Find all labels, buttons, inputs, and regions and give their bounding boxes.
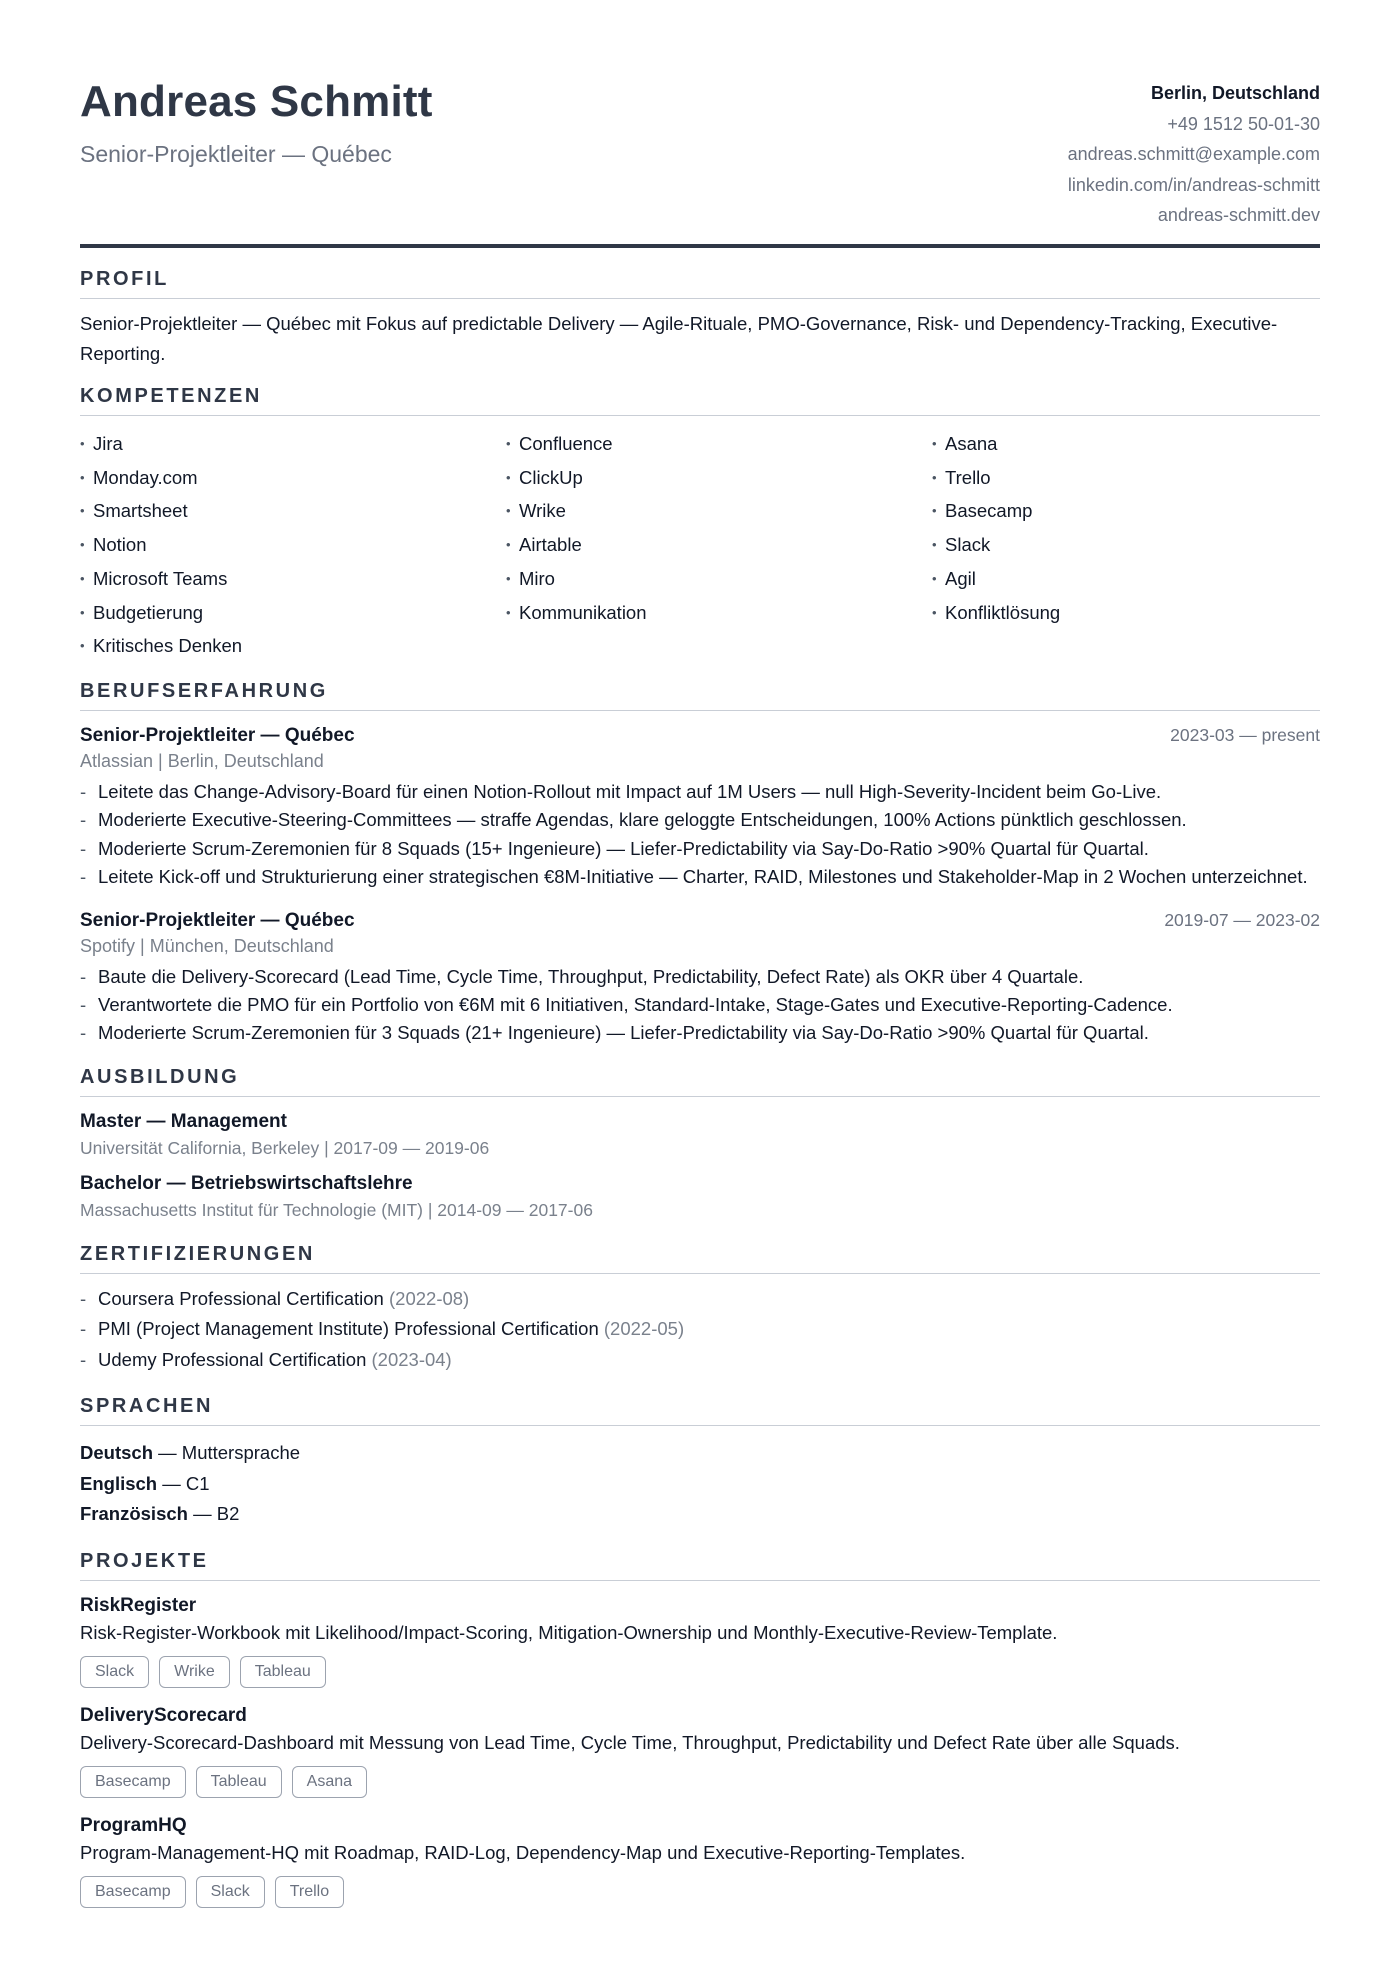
job-bullet: - Baute die Delivery-Scorecard (Lead Time, Cycle Time, Throughput, Predictability, Defect Rate) als OKR über 4 Quartale.: [80, 963, 1320, 991]
contact-block: [1068, 78, 1320, 231]
job-title: Senior-Projektleiter — Québec: [80, 724, 355, 746]
certification-name: Coursera Professional Certification: [98, 1287, 384, 1309]
job-bullet: - Leitete Kick-off und Strukturierung einer strategischen €8M-Initiative — Charter, RAID, Milestones und Stakeholder-Map in 2 Wochen unterzeichnet.: [80, 863, 1320, 891]
skill-item: • Miro: [506, 562, 932, 596]
certification-name: Udemy Professional Certification: [98, 1348, 367, 1370]
skill-item: • Asana: [932, 427, 1232, 461]
language-name: Englisch: [80, 1472, 158, 1494]
job-company: Atlassian | Berlin, Deutschland: [80, 750, 324, 771]
job-entry: [80, 723, 1320, 892]
contact-linkedin[interactable]: linkedin.com/in/andreas-schmitt: [1067, 174, 1320, 195]
education-meta: Universität California, Berkeley | 2017-09 — 2019-06: [80, 1137, 490, 1158]
project-name: DeliveryScorecard: [80, 1704, 247, 1726]
tech-tag: Asana: [292, 1766, 367, 1798]
tech-tag: Tableau: [240, 1656, 326, 1688]
certification-date: (2022-08): [389, 1287, 470, 1309]
education-meta: Massachusetts Institut für Technologie (MIT) | 2014-09 — 2017-06: [80, 1199, 593, 1220]
tech-tag: Slack: [196, 1876, 265, 1908]
project-tags: [80, 1656, 1320, 1688]
skill-item: • Basecamp: [932, 494, 1232, 528]
skills-grid: [80, 427, 1320, 663]
language-level: — B2: [187, 1503, 240, 1525]
tech-tag: Basecamp: [80, 1876, 186, 1908]
candidate-subtitle: Senior-Projektleiter — Québec: [80, 141, 392, 167]
certification-item: [80, 1314, 1320, 1345]
project-name: ProgramHQ: [80, 1814, 187, 1836]
project-description: Delivery-Scorecard-Dashboard mit Messung von Lead Time, Cycle Time, Throughput, Predictability und Defect Rate über alle Squads.: [80, 1731, 1180, 1753]
job-header: [80, 723, 1320, 749]
job-bullets: [80, 963, 1320, 1048]
job-bullet: - Moderierte Scrum-Zeremonien für 8 Squads (15+ Ingenieure) — Liefer-Predictability via Say-Do-Ratio >90% Quartal für Quartal.: [80, 835, 1320, 863]
skill-item: • Microsoft Teams: [80, 562, 506, 596]
project-tags: [80, 1876, 1320, 1908]
education-section: [80, 1064, 1320, 1223]
project-name: RiskRegister: [80, 1594, 197, 1616]
skill-item: • Agil: [932, 562, 1232, 596]
skill-item: • Budgetierung: [80, 596, 506, 630]
resume-header: [80, 78, 1320, 248]
experience-section: [80, 678, 1320, 1048]
certification-item: [80, 1345, 1320, 1376]
language-item: [80, 1469, 1320, 1500]
project-description: Program-Management-HQ mit Roadmap, RAID-Log, Dependency-Map und Executive-Reporting-Templates.: [80, 1841, 966, 1863]
job-header: [80, 908, 1320, 934]
skill-item: • Kritisches Denken: [80, 629, 506, 663]
language-level: — C1: [157, 1472, 210, 1494]
project-description: Risk-Register-Workbook mit Likelihood/Impact-Scoring, Mitigation-Ownership und Monthly-Executive-Review-Template.: [80, 1621, 1058, 1643]
profile-section: [80, 266, 1320, 369]
section-title-experience: BERUFSERFAHRUNG: [80, 678, 1320, 711]
education-entry: [80, 1109, 1320, 1161]
projects-section: [80, 1548, 1320, 1908]
languages-section: [80, 1393, 1320, 1530]
certification-date: (2022-05): [603, 1318, 685, 1340]
section-title-profile: PROFIL: [80, 266, 1320, 299]
section-title-projects: PROJEKTE: [80, 1548, 1320, 1581]
job-bullet: - Verantwortete die PMO für ein Portfolio von €6M mit 6 Initiativen, Standard-Intake, Stage-Gates und Executive-Reporting-Cadence.: [80, 991, 1320, 1019]
skill-item: • Smartsheet: [80, 494, 506, 528]
job-dates: 2019-07 — 2023-02: [1164, 909, 1320, 930]
skills-section: [80, 383, 1320, 663]
tech-tag: Slack: [80, 1656, 149, 1688]
identity-block: [80, 78, 433, 168]
language-level: — Muttersprache: [153, 1442, 301, 1464]
language-item: [80, 1438, 1320, 1469]
job-entry: [80, 908, 1320, 1048]
language-list: [80, 1438, 1320, 1530]
section-title-education: AUSBILDUNG: [80, 1064, 1320, 1097]
job-bullet: - Moderierte Scrum-Zeremonien für 3 Squads (21+ Ingenieure) — Liefer-Predictability via Say-Do-Ratio >90% Quartal für Quartal.: [80, 1019, 1320, 1047]
education-entry: [80, 1171, 1320, 1223]
skill-item: • Confluence: [506, 427, 932, 461]
job-bullet: - Moderierte Executive-Steering-Committees — straffe Agendas, klare geloggte Entscheidungen, 100% Actions pünktlich geschlossen.: [80, 806, 1320, 834]
candidate-name: Andreas Schmitt: [80, 77, 433, 126]
job-company: Spotify | München, Deutschland: [80, 935, 334, 956]
skill-item: • Airtable: [506, 528, 932, 562]
contact-email[interactable]: andreas.schmitt@example.com: [1067, 144, 1320, 164]
skill-item: • Kommunikation: [506, 596, 932, 630]
contact-location: Berlin, Deutschland: [1150, 83, 1320, 103]
profile-text: Senior-Projektleiter — Québec mit Fokus auf predictable Delivery — Agile-Rituale, PMO-Governance, Risk- und Dependency-Tracking, Executive-Reporting.: [80, 313, 1278, 364]
tech-tag: Tableau: [196, 1766, 282, 1798]
skill-item: • Monday.com: [80, 461, 506, 495]
certifications-section: [80, 1241, 1320, 1376]
tech-tag: Wrike: [159, 1656, 230, 1688]
project-tags: [80, 1766, 1320, 1798]
certification-date: (2023-04): [371, 1348, 452, 1370]
job-title: Senior-Projektleiter — Québec: [80, 909, 355, 931]
skill-item: • Wrike: [506, 494, 932, 528]
education-degree: Bachelor — Betriebswirtschaftslehre: [80, 1172, 413, 1194]
language-name: Deutsch: [80, 1442, 153, 1464]
skill-item: • Notion: [80, 528, 506, 562]
language-name: Französisch: [80, 1503, 188, 1525]
certification-list: [80, 1284, 1320, 1376]
job-bullets: [80, 778, 1320, 892]
language-item: [80, 1499, 1320, 1530]
project-entry: [80, 1813, 1320, 1908]
skill-item: • Trello: [932, 461, 1232, 495]
tech-tag: Basecamp: [80, 1766, 186, 1798]
section-title-languages: SPRACHEN: [80, 1393, 1320, 1426]
contact-phone[interactable]: +49 1512 50-01-30: [1167, 113, 1320, 134]
tech-tag: Trello: [275, 1876, 344, 1908]
section-title-skills: KOMPETENZEN: [80, 383, 1320, 416]
project-entry: [80, 1703, 1320, 1798]
project-entry: [80, 1593, 1320, 1688]
section-title-certifications: ZERTIFIZIERUNGEN: [80, 1241, 1320, 1274]
job-dates: 2023-03 — present: [1170, 724, 1320, 745]
skill-item: • Konfliktlösung: [932, 596, 1232, 630]
certification-item: [80, 1284, 1320, 1315]
skill-item: • ClickUp: [506, 461, 932, 495]
skill-item: • Jira: [80, 427, 506, 461]
job-bullet: - Leitete das Change-Advisory-Board für einen Notion-Rollout mit Impact auf 1M Users — null High-Severity-Incident beim Go-Live.: [80, 778, 1320, 806]
contact-website[interactable]: andreas-schmitt.dev: [1157, 205, 1320, 225]
skill-item: • Slack: [932, 528, 1232, 562]
certification-name: PMI (Project Management Institute) Professional Certification: [98, 1318, 599, 1340]
education-degree: Master — Management: [80, 1110, 287, 1132]
